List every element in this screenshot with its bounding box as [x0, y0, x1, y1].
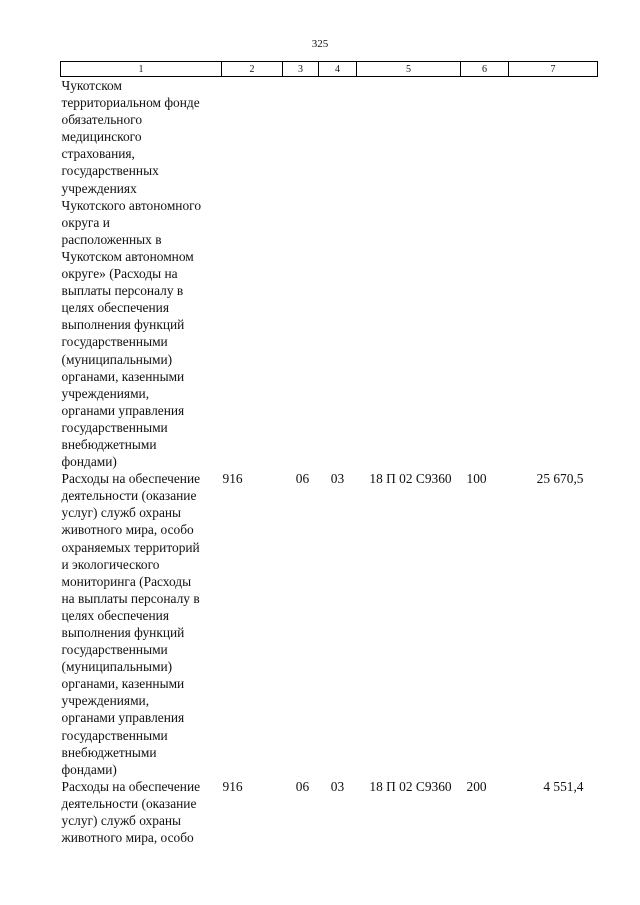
row-name-line: фондами) [61, 454, 117, 470]
row-name-line: внебюджетными [61, 744, 157, 760]
grbs-code: 916 [222, 471, 243, 487]
row-name-line: округа и [61, 214, 110, 230]
grbs-code: 916 [222, 778, 243, 794]
row-name-line: органами, казенными [61, 368, 185, 384]
table-row [61, 77, 598, 471]
row-name-line: государственными [61, 727, 168, 743]
row-name-line: государственными [61, 419, 168, 435]
page-number: 325 [311, 38, 329, 50]
row-name-line: учреждениях [61, 180, 137, 196]
row-name-line: выплаты персоналу в [61, 283, 184, 299]
column-number-4: 4 [319, 62, 357, 77]
row-name-line: территориальном фонде [61, 95, 200, 111]
section-code: 06 [295, 778, 310, 794]
row-name-line: округе» (Расходы на [61, 266, 178, 282]
row-name [61, 470, 222, 778]
row-name-line: Чукотского автономного [61, 197, 202, 213]
row-name-line: услуг) служб охраны [61, 813, 182, 829]
row-name-line: выполнения функций [61, 625, 185, 640]
row-name-line: целях обеспечения [61, 300, 169, 316]
row-name-line: органами управления [61, 710, 185, 726]
section-code [283, 77, 319, 471]
amount: 4 551,4 [543, 778, 584, 794]
table-header-row [61, 62, 598, 77]
row-name-line: внебюджетными [61, 436, 157, 452]
row-name-line: деятельности (оказание [61, 795, 197, 811]
row-name-line: страхования, [61, 146, 135, 162]
column-number-2: 2 [222, 62, 283, 77]
column-number-5: 5 [357, 62, 461, 77]
row-name-line: выполнения функций [61, 317, 185, 333]
target-article-code: 18 П 02 С9360 [369, 471, 452, 487]
row-name-line: животного мира, особо [61, 522, 194, 538]
row-name [61, 778, 222, 846]
subsection-code: 03 [330, 471, 345, 487]
subsection-code: 03 [330, 778, 345, 794]
grbs-code [222, 77, 283, 471]
column-number-1: 1 [61, 62, 222, 77]
row-name-line: фондами) [61, 761, 117, 777]
row-name-line: органами, казенными [61, 676, 185, 692]
row-name-line: (муниципальными) [61, 351, 173, 367]
row-name-line: охраняемых территорий [61, 539, 200, 555]
row-name-line: Расходы на обеспечение [61, 471, 201, 487]
row-name-line: расположенных в [61, 231, 162, 247]
subsection-code [319, 77, 357, 471]
row-name-line: на выплаты персоналу в [61, 590, 200, 606]
expense-type-code: 100 [466, 471, 487, 487]
row-name [61, 77, 222, 471]
target-article-code: 18 П 02 С9360 [369, 778, 452, 794]
row-name-line: деятельности (оказание [61, 488, 197, 504]
row-name-line: государственными [61, 642, 168, 658]
section-code: 06 [295, 471, 310, 487]
table-row [61, 778, 598, 846]
amount [509, 77, 598, 471]
budget-table [60, 61, 598, 846]
target-article-code [357, 77, 461, 471]
row-name-line: и экологического [61, 556, 160, 572]
column-number-6: 6 [461, 62, 509, 77]
row-name-line: (муниципальными) [61, 659, 173, 675]
row-name-line: государственных [61, 163, 159, 179]
row-name-line: учреждениями, [61, 693, 150, 709]
column-number-7: 7 [509, 62, 598, 77]
row-name-line: услуг) служб охраны [61, 505, 182, 521]
row-name-line: Расходы на обеспечение [61, 778, 201, 794]
row-name-line: целях обеспечения [61, 607, 169, 623]
column-number-3: 3 [283, 62, 319, 77]
row-name-line: органами управления [61, 402, 185, 418]
amount: 25 670,5 [536, 471, 584, 487]
row-name-line: Чукотском [61, 78, 122, 93]
row-name-line: медицинского [61, 129, 142, 145]
expense-type-code [461, 77, 509, 471]
row-name-line: мониторинга (Расходы [61, 573, 192, 589]
row-name-line: Чукотском автономном [61, 248, 194, 264]
row-name-line: обязательного [61, 112, 143, 128]
row-name-line: учреждениями, [61, 385, 150, 401]
row-name-line: государственными [61, 334, 168, 350]
row-name-line: животного мира, особо [61, 830, 194, 846]
table-row [61, 470, 598, 778]
expense-type-code: 200 [466, 778, 487, 794]
